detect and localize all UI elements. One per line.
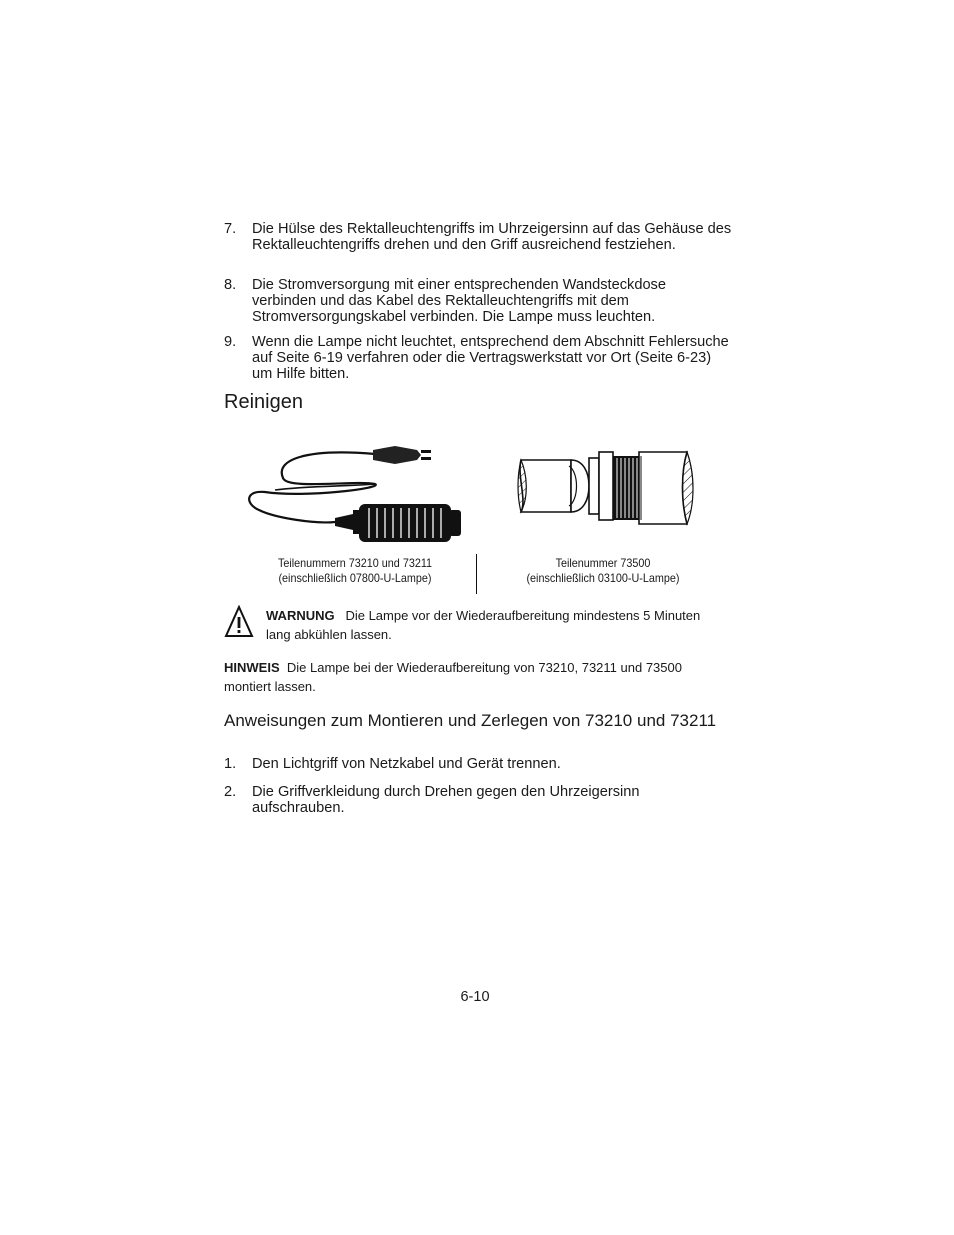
step-number: 8. bbox=[224, 277, 237, 293]
note-text: Die Lampe bei der Wiederaufbereitung von 73210, 73211 und 73500 montiert lassen. bbox=[224, 660, 682, 694]
warning-triangle-icon bbox=[224, 605, 254, 638]
step-number: 7. bbox=[224, 221, 237, 237]
step-text: Die Griffverkleidung durch Drehen gegen den Uhrzeigersinn aufschrauben. bbox=[252, 784, 640, 817]
caption-divider bbox=[476, 554, 477, 594]
step-text: Die Stromversorgung mit einer entsprechenden Wandsteckdose verbinden und das Kabel des Rektalleuchtengriffs mit dem Stromversorgungskabel verbinden. Die Lampe muss leuchten. bbox=[252, 277, 666, 326]
step-text: Wenn die Lampe nicht leuchtet, entsprechend dem Abschnitt Fehlersuche auf Seite 6-19 verfahren oder die Vertragswerkstatt vor Ort (Seite 6-23) um Hilfe bitten. bbox=[252, 334, 729, 383]
step-number: 1. bbox=[224, 756, 237, 772]
caption-line: Teilenummern 73210 und 73211 bbox=[277, 556, 433, 570]
caption-line: (einschließlich 03100-U-Lampe) bbox=[526, 571, 680, 585]
note-notice bbox=[224, 658, 730, 696]
step-text: Die Hülse des Rektalleuchtengriffs im Uhrzeigersinn auf das Gehäuse des Rektalleuchtengriffs drehen und den Griff ausreichend festziehen. bbox=[252, 221, 732, 254]
step-number: 2. bbox=[224, 784, 237, 800]
warning-text: Die Lampe vor der Wiederaufbereitung mindestens 5 Minuten lang abkühlen lassen. bbox=[266, 608, 701, 642]
subsection-title: Anweisungen zum Montieren und Zerlegen von 73210 und 73211 bbox=[224, 711, 717, 730]
section-title: Reinigen bbox=[224, 391, 303, 413]
page-number: 6-10 bbox=[460, 989, 490, 1005]
handle-with-cord-illustration bbox=[245, 438, 475, 548]
caption-line: (einschließlich 07800-U-Lampe) bbox=[278, 571, 432, 585]
warning-label: WARNUNG bbox=[266, 608, 335, 623]
note-label: HINWEIS bbox=[224, 660, 280, 675]
caption-line: Teilenummer 73500 bbox=[555, 556, 651, 570]
connector-cutaway-illustration bbox=[517, 446, 695, 530]
warning-notice bbox=[266, 606, 716, 644]
step-number: 9. bbox=[224, 334, 237, 350]
left-figure-caption bbox=[265, 556, 445, 586]
step-text: Den Lichtgriff von Netzkabel und Gerät trennen. bbox=[252, 756, 561, 772]
right-figure-caption bbox=[513, 556, 693, 586]
